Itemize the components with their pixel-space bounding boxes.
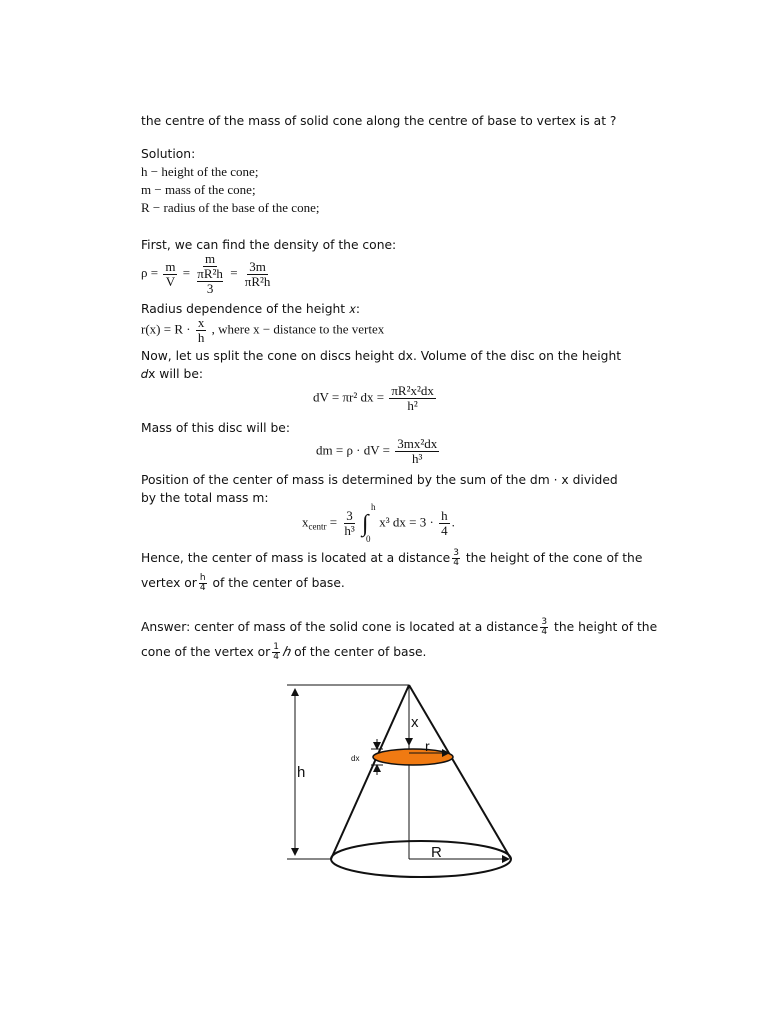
answer-line-1: Answer: center of mass of the solid cone is located at a distance $\frac{3}{4}$ the height of the xyxy=(141,617,658,637)
cone-right-edge xyxy=(409,685,511,859)
mass-formula: dm = ρ · dV = $\frac{\text{3mx²dx}}{\text{h³}}$ xyxy=(316,436,438,466)
fraction: $\frac{\text{πR²x²dx}}{\text{h²}}$ xyxy=(391,383,434,413)
fraction: m πR²h 3 xyxy=(197,251,223,296)
fraction: $\frac{h}{4}$ xyxy=(199,573,206,593)
position-text: Position of the center of mass is determined by the sum of the dm · x divided by the total mass m: xyxy=(141,473,618,505)
fraction: $\frac{3}{4}$ xyxy=(541,617,548,637)
mass-intro: Mass of this disc will be: xyxy=(141,421,291,435)
solution-label: Solution: xyxy=(141,147,196,161)
fraction: $\frac{1}{4}$ xyxy=(273,642,279,662)
answer-line-2: cone of the vertex or $\frac{1}{4}$ ℎ of the center of base. xyxy=(141,642,427,662)
density-formula: ρ = $\frac{m}{V}$ = m πR²h 3 = $\frac{3m}{\text{πR²h}}$ xyxy=(141,251,271,296)
cone-left-edge xyxy=(331,685,409,859)
cone-diagram xyxy=(283,669,523,879)
label-r: r xyxy=(425,738,430,754)
split-text: Now, let us split the cone on discs height dx. Volume of the disc on the height 𝑑x will be: xyxy=(141,349,622,381)
volume-formula: dV = πr² dx = $\frac{\text{πR²x²dx}}{\text{h²}}$ xyxy=(313,383,434,413)
hence-line-2: vertex or $\frac{h}{4}$ of the center of base. xyxy=(141,573,345,593)
fraction: $\frac{3}{\text{h³}}$ xyxy=(344,508,355,538)
label-h: h xyxy=(297,764,306,781)
label-dx: dx xyxy=(351,754,360,763)
fraction: $\frac{x}{h}$ xyxy=(197,315,205,345)
label-R: R xyxy=(431,844,442,861)
fraction: $\frac{h}{4}$ xyxy=(441,508,448,538)
fraction: $\frac{3m}{\text{πR²h}}$ xyxy=(244,258,271,289)
integral-sign: ∫ h 0 xyxy=(362,501,376,544)
density-intro: First, we can find the density of the cone: xyxy=(141,238,397,252)
definition-h: h − height of the cone; xyxy=(141,164,259,179)
definition-m: m − mass of the cone; xyxy=(141,182,256,197)
label-x: x xyxy=(411,714,419,731)
fraction: $\frac{3}{4}$ xyxy=(453,548,459,568)
radius-formula: r(x) = R · $\frac{x}{h}$ , where x − distance to the vertex xyxy=(141,315,385,345)
fraction: $\frac{\text{3mx²dx}}{\text{h³}}$ xyxy=(397,436,438,466)
radius-intro: Radius dependence of the height 𝑥: xyxy=(141,302,361,316)
fraction: $\frac{m}{V}$ xyxy=(165,258,176,289)
mass-disc xyxy=(373,749,453,765)
hence-line-1: Hence, the center of mass is located at a distance $\frac{3}{4}$ the height of the cone of the xyxy=(141,548,643,568)
definition-r: R − radius of the base of the cone; xyxy=(141,200,320,215)
question-text: the centre of the mass of solid cone along the centre of base to vertex is at ? xyxy=(141,114,617,128)
center-formula: $x_{centr}$ = $\frac{3}{\text{h³}}$ ∫ h 0 x³ dx = 3 · $\frac{h}{4}$ . xyxy=(302,501,455,544)
